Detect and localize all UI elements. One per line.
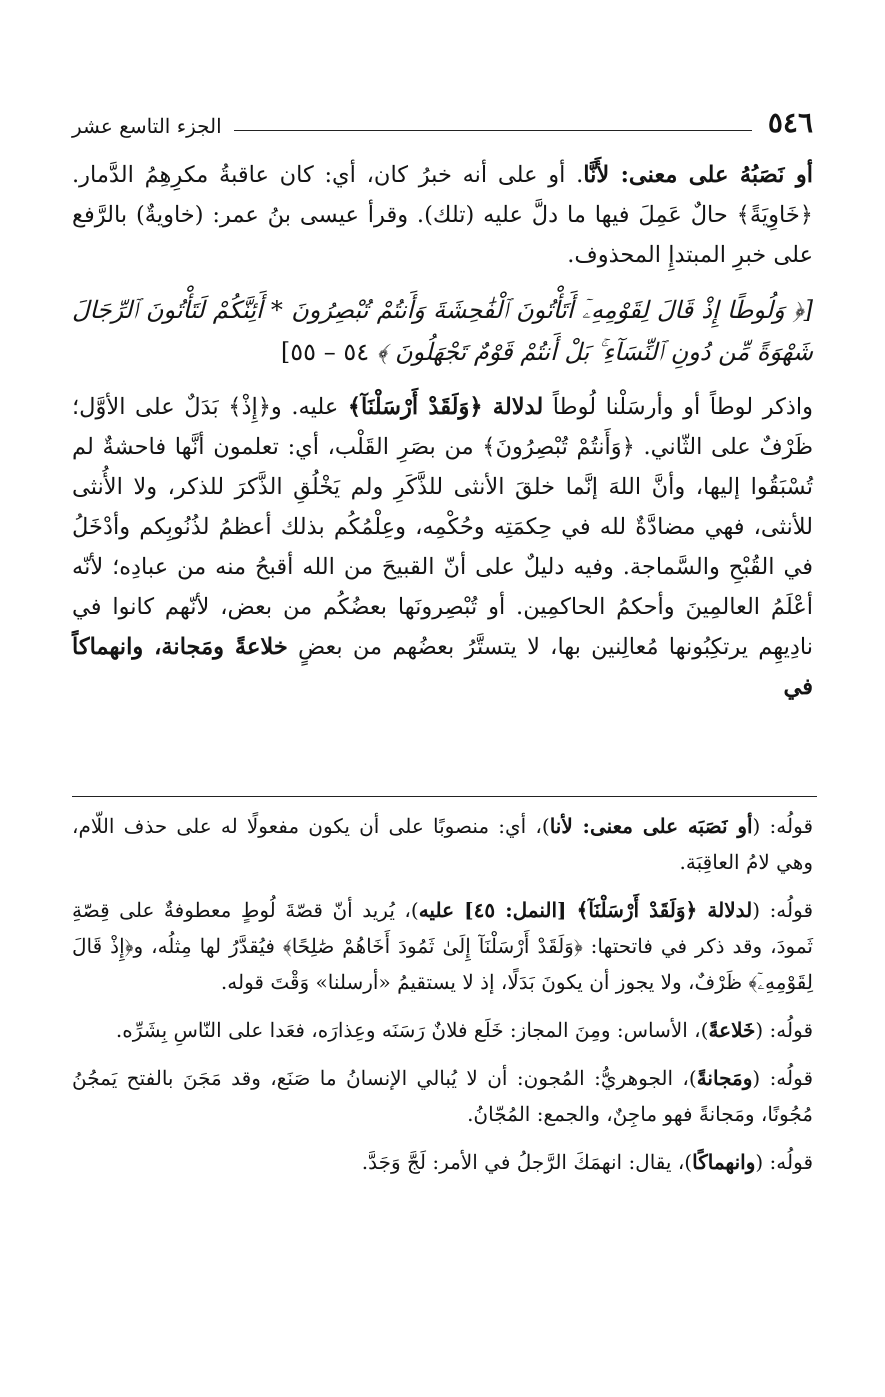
quran-verse-text: [﴿ وَلُوطًا إِذْ قَالَ لِقَوْمِهِۦٓ أَتَأْتُونَ ٱلْفَٰحِشَةَ وَأَنتُمْ تُبْصِرُونَ * أَئِنَّكُمْ لَتَأْتُونَ ٱلرِّجَالَ شَهْوَةً مِّن دُونِ ٱلنِّسَآءِ ۚ بَلْ أَنتُمْ قَوْمٌ تَجْهَلُونَ ﴾: [72, 296, 813, 366]
footnote-3-text: )، الأساس: ومِنَ المجاز: خَلَع فلانٌ رَسَنَه وعِذارَه، فعَدا على النّاسِ بِشَرِّه.: [115, 1018, 709, 1042]
paragraph-1: [72, 155, 813, 275]
footnote-4: [72, 1060, 813, 1132]
paragraph-2-text-a: واذكر لوطاً أو وأرسَلْنا لُوطاً: [543, 394, 813, 420]
header-rule: [234, 130, 752, 131]
footnote-3: [72, 1012, 813, 1048]
footnote-rule: [72, 796, 817, 797]
footnote-2-text: )، يُريد أنّ قصّةَ لُوطٍ معطوفةٌ على قِصّةِ ثَمودَ، وقد ذكر في فاتحتها: ﴿وَلَقَدْ أَرْسَلْنَآ إِلَىٰ ثَمُودَ أَخَاهُمْ صَٰلِحًا﴾ فيُقدَّرُ لها مِثلُه، و﴿إِذْ قَالَ لِقَوْمِهِۦٓ﴾ ظَرْفٌ، ولا يجوز أن يكونَ بَدَلًا، إذ لا يستقيمُ «أرسلنا» وَقْتَ قوله.: [72, 898, 813, 994]
footnote-4-text: )، الجوهريُّ: المُجون: أن لا يُبالي الإنسانُ ما صَنَع، وقد مَجَنَ بالفتح يَمجُنُ مُجُونًا، ومَجانةً فهو ماجِنٌ، والجمع: المُجّانُ.: [72, 1066, 813, 1126]
page-number: ٥٤٦: [767, 105, 813, 139]
footnote-2-bold: لدلالة ﴿وَلَقَدْ أَرْسَلْنَآ﴾ [النمل: ٤٥] عليه: [418, 898, 753, 922]
paragraph-1-text: . أو على أنه خبرُ كان، أي: كان عاقبةُ مكرِهِمُ الدَّمار. ﴿خَاوِيَةً﴾ حالٌ عَمِلَ فيها ما دلَّ عليه (تلك). وقرأ عيسى بنُ عمر: (خاويةٌ) بالرَّفع على خبرِ المبتدإِ المحذوف.: [72, 162, 813, 268]
footnotes: [72, 808, 813, 1192]
paragraph-2-bold-a: لدلالة ﴿وَلَقَدْ أَرْسَلْنَآ﴾: [347, 394, 544, 420]
main-text: [72, 155, 813, 707]
paragraph-2-text-b: عليه. و﴿إِذْ﴾ بَدَلٌ على الأوَّل؛ ظَرْفٌ على الثّاني. ﴿وَأَنتُمْ تُبْصِرُونَ﴾ من بصَرِ القَلْب، أي: تعلمون أنَّها فاحشةٌ لم تُسْبَقُوا إليها، وأنَّ اللهَ إنَّما خلقَ الأنثى للذَّكَرِ ولم يَخْلُقِ الذَّكرَ للذكر، ولا الأُنثى للأنثى، فهي مضادَّةٌ لله في حِكمَتِه وحُكْمِه، وعِلْمُكُم بذلك أعظمُ لذُنُوبِكم وأدْخَلُ في القُبْحِ والسَّماجة. وفيه دليلٌ على أنّ القبيحَ من الله أقبحُ منه من عبادِه؛ لأنّه أعْلَمُ العالمِينَ وأحكمُ الحاكمِين. أو تُبْصِرونَها بعضُكُم من بعض، لأنّهم كانوا في نادِيهِم يرتكِبُونها مُعالِنين بها، لا يتستَّرُ بعضُهم من بعضٍ: [72, 394, 813, 660]
verse-reference: ٥٤ – ٥٥]: [280, 338, 370, 366]
footnote-3-lead: قولُه: (: [755, 1018, 813, 1042]
footnote-5: [72, 1144, 813, 1180]
footnote-1: [72, 808, 813, 880]
footnote-5-lead: قولُه: (: [755, 1150, 813, 1174]
footnote-5-text: )، يقال: انهمَكَ الرَّجلُ في الأمر: لَجَّ وَجَدَّ.: [361, 1150, 693, 1174]
paragraph-2: [72, 387, 813, 707]
footnote-2: [72, 892, 813, 1000]
footnote-1-text: )، أي: منصوبًا على أن يكون مفعولًا له على حذف اللّام، وهي لامُ العاقِبَة.: [72, 814, 813, 874]
footnote-5-bold: وانهماكًا: [692, 1150, 756, 1174]
footnote-3-bold: خَلاعةً: [708, 1018, 756, 1042]
footnote-4-lead: قولُه: (: [752, 1066, 814, 1090]
footnote-4-bold: ومَجانةً: [696, 1066, 753, 1090]
footnote-1-lead: قولُه: (: [752, 814, 813, 838]
quran-verse: [72, 289, 813, 373]
running-title: الجزء التاسع عشر: [72, 114, 222, 138]
footnote-2-lead: قولُه: (: [752, 898, 814, 922]
paragraph-2-bold-b: خلاعةً ومَجانة، وانهماكاً في: [72, 634, 813, 700]
footnote-1-bold: أو نَصَبَه على معنى: لأنا: [549, 814, 753, 838]
page-header: [72, 102, 813, 142]
paragraph-1-bold: أو نَصَبُهُ على معنى: لأَنَّا: [583, 162, 813, 188]
